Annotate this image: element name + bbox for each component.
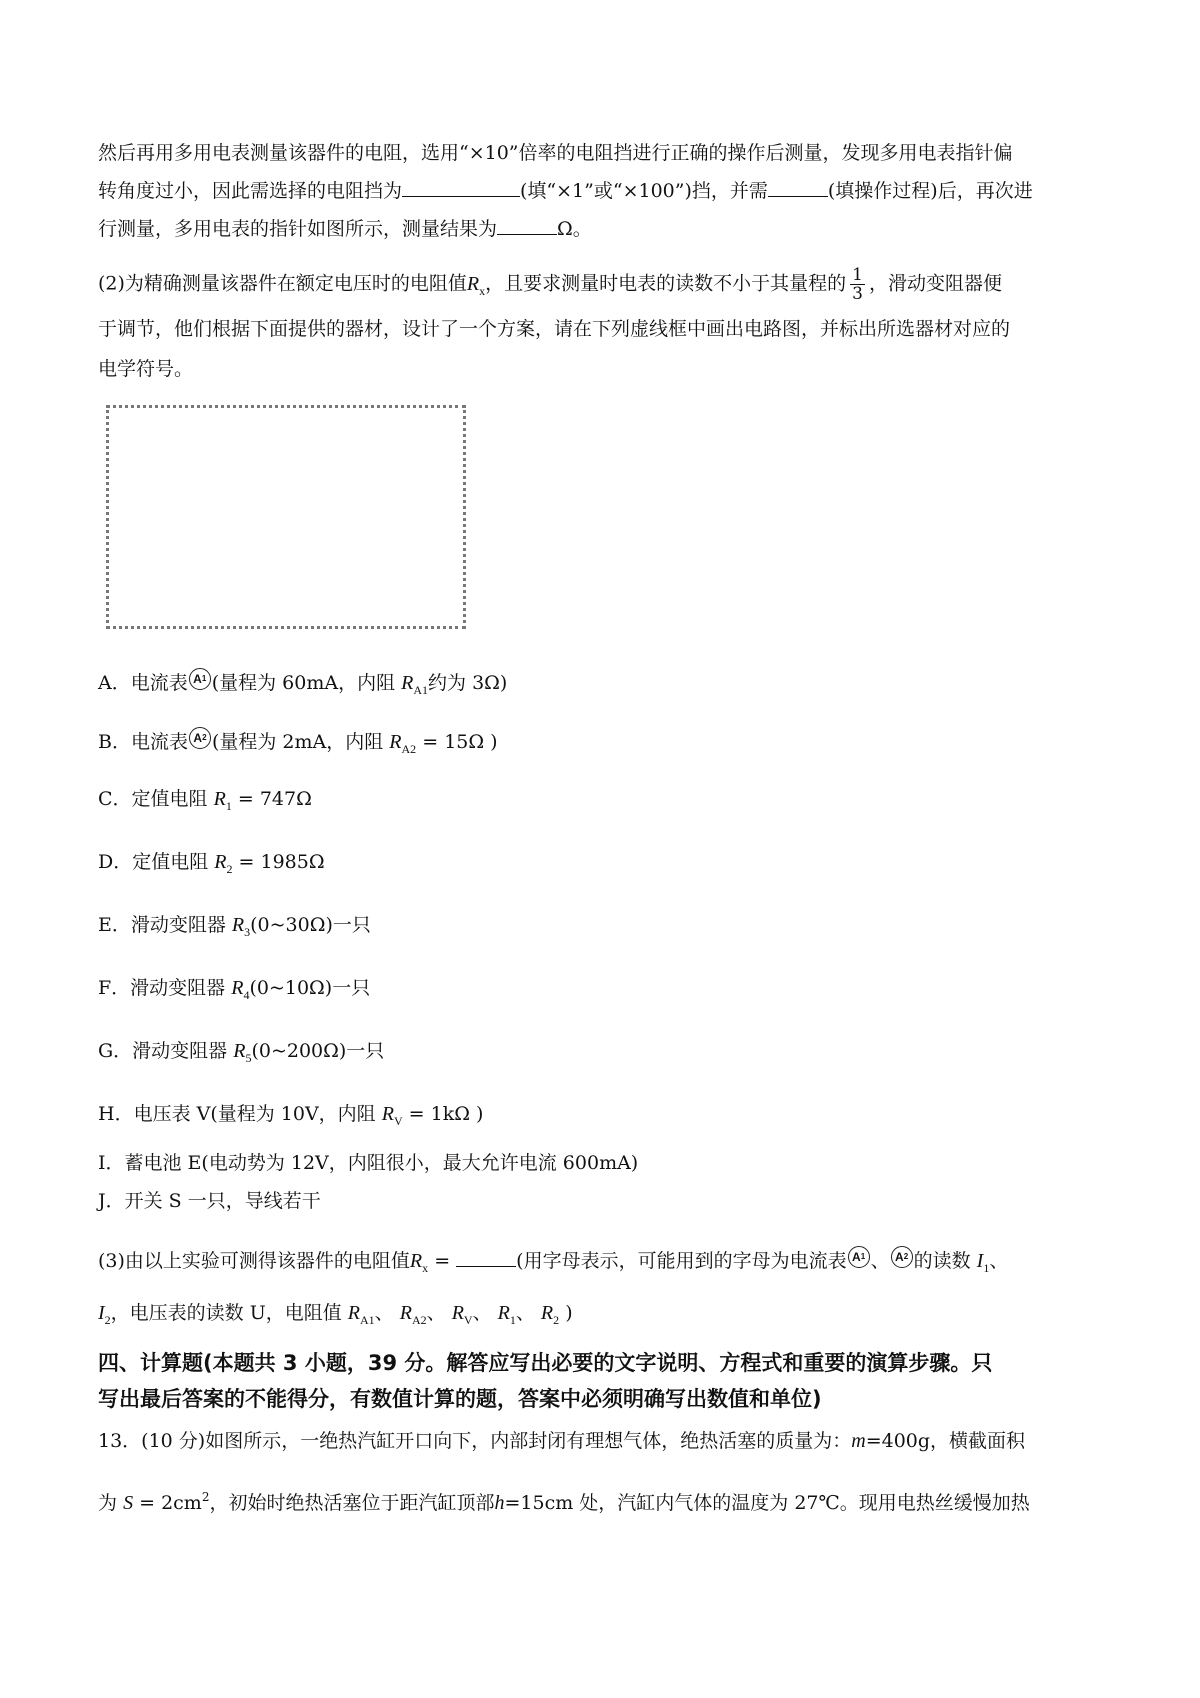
option-j: J．开关 S 一只，导线若干 bbox=[98, 1190, 321, 1212]
para1-line1 bbox=[98, 140, 1013, 166]
answer-blank-3[interactable] bbox=[497, 216, 557, 235]
q2-line3 bbox=[98, 356, 193, 382]
fraction-one-third: $\frac{1}{3}$ bbox=[852, 265, 863, 304]
section-4-heading-line2: 写出最后答案的不能得分，有数值计算的题，答案中必须明确写出数值和单位) bbox=[98, 1387, 822, 1411]
q13-line2: 为 $S = 2cm^2$，初始时绝热活塞位于距汽缸顶部h=15cm 处，汽缸内气体的温度为 27℃。现用电热丝缓慢加热 bbox=[98, 1490, 1030, 1514]
option-a: A．电流表 A 1 (量程为 60mA，内阻 $R_{A1}$约为 3Ω) bbox=[98, 668, 507, 703]
q3-line1: (3)由以上实验可测得该器件的电阻值$R_x$ = (用字母表示，可能用到的字母为电流表 A 1 、 A 2 的读数 $I_1$、 bbox=[98, 1246, 1008, 1281]
q13-line1: 13．(10 分)如图所示，一绝热汽缸开口向下，内部封闭有理想气体，绝热活塞的质量为：m=400g，横截面积 bbox=[98, 1430, 1026, 1452]
ammeter-a2-icon: A 2 bbox=[189, 727, 211, 749]
para1-line2 bbox=[98, 178, 1033, 204]
q3-line2: $I_2$，电压表的读数 U，电阻值 $R_{A1}$、 $R_{A2}$、 $R_V$、 $R_1$、 $R_2$ ) bbox=[98, 1302, 573, 1327]
para1-line3 bbox=[98, 216, 592, 242]
ammeter-a1-icon: A 1 bbox=[189, 668, 211, 690]
option-d: D．定值电阻 $R_2 = 1985\Omega$ bbox=[98, 851, 325, 876]
answer-blank-2[interactable] bbox=[768, 178, 828, 197]
ammeter-a1-icon: A 1 bbox=[848, 1246, 870, 1268]
circuit-drawing-box[interactable] bbox=[106, 405, 466, 629]
option-e: E．滑动变阻器 $R_3(0\sim 30\Omega)$一只 bbox=[98, 914, 371, 939]
option-b: B．电流表 A 2 (量程为 2mA，内阻 $R_{A2} = 15\Omega$ ) bbox=[98, 727, 498, 762]
text: Ω。 bbox=[557, 218, 592, 240]
text: (填“×1”或“×100”)挡，并需 bbox=[520, 180, 768, 202]
text: (2)为精确测量该器件在额定电压时的电阻值 bbox=[98, 272, 467, 295]
text: ，且要求测量时电表的读数不小于其量程的 bbox=[485, 272, 847, 295]
text: 电学符号。 bbox=[98, 358, 194, 380]
text: ，滑动变阻器便 bbox=[868, 272, 1002, 295]
answer-blank-1[interactable] bbox=[402, 178, 520, 197]
option-i: I．蓄电池 E(电动势为 12V，内阻很小，最大允许电流 600mA) bbox=[98, 1152, 639, 1174]
q2-line2 bbox=[98, 316, 1010, 342]
option-h: H．电压表 V(量程为 10V，内阻 $R_V = 1k\Omega$ ) bbox=[98, 1103, 484, 1128]
option-c: C．定值电阻 $R_1 = 747\Omega$ bbox=[98, 788, 312, 813]
text: 然后再用多用电表测量该器件的电阻，选用“×10”倍率的电阻挡进行正确的操作后测量，发现多用电表指针偏 bbox=[98, 142, 1013, 164]
text: 于调节，他们根据下面提供的器材，设计了一个方案，请在下列虚线框中画出电路图，并标出所选器材对应的 bbox=[98, 318, 1011, 340]
option-f: F．滑动变阻器 $R_4(0\sim 10\Omega)$一只 bbox=[98, 977, 371, 1002]
q2-line1 bbox=[98, 266, 1002, 304]
ammeter-a2-icon: A 2 bbox=[891, 1246, 913, 1268]
rx-symbol: $R_x$ bbox=[466, 272, 486, 298]
answer-blank-rx[interactable] bbox=[456, 1248, 516, 1267]
section-4-heading-line1: 四、计算题(本题共 3 小题，39 分。解答应写出必要的文字说明、方程式和重要的演算步骤。只 bbox=[98, 1351, 993, 1375]
text: 转角度过小，因此需选择的电阻挡为 bbox=[98, 180, 403, 202]
option-g: G．滑动变阻器 $R_5(0\sim 200\Omega)$一只 bbox=[98, 1040, 385, 1065]
text: (填操作过程)后，再次进 bbox=[827, 180, 1033, 202]
text: 行测量，多用电表的指针如图所示，测量结果为 bbox=[98, 218, 498, 240]
